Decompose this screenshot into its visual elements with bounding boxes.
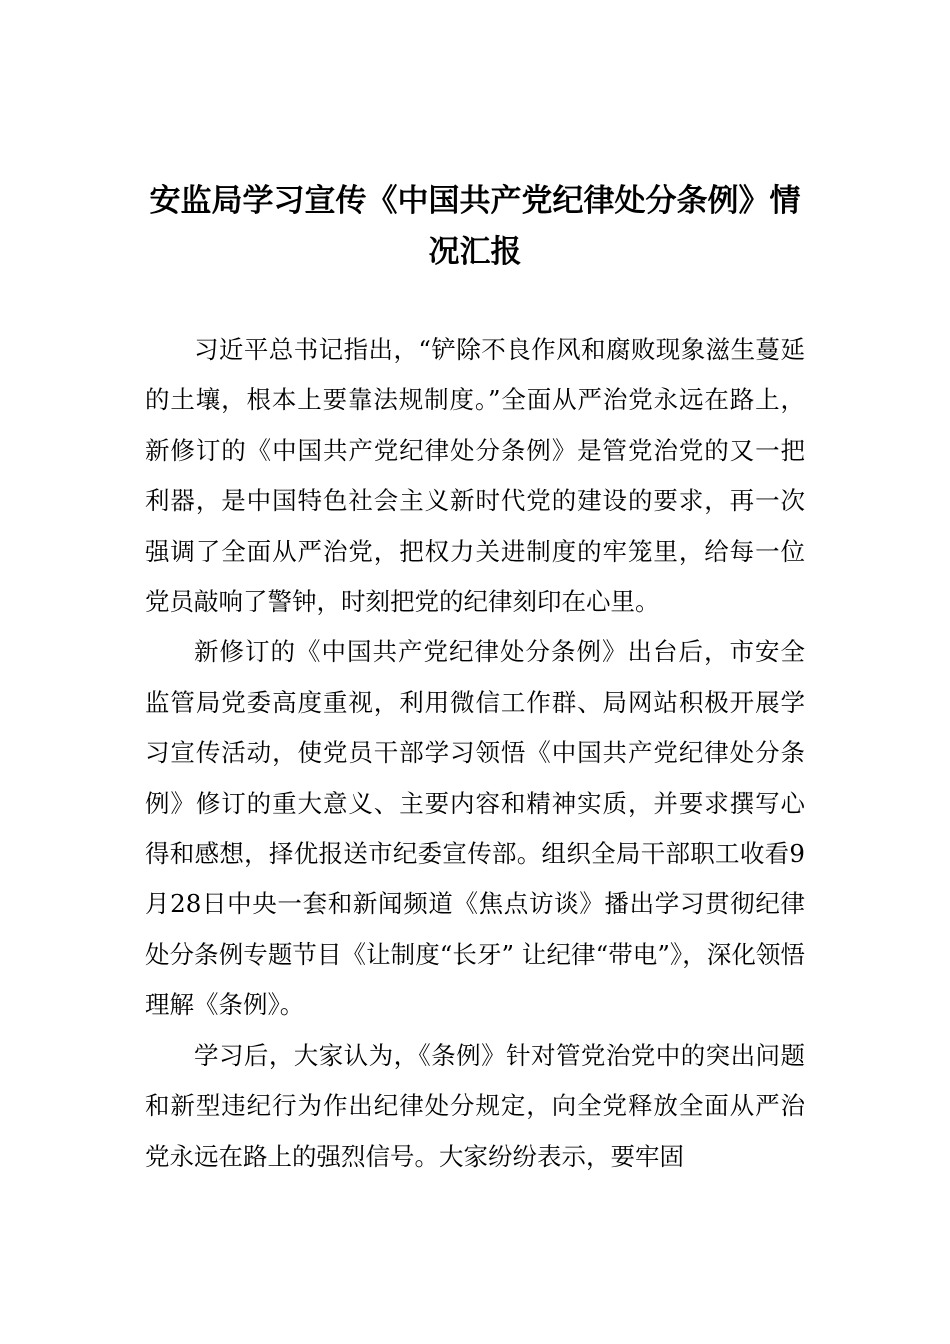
document-title: 安监局学习宣传《中国共产党纪律处分条例》情况汇报 — [149, 183, 801, 270]
document-body — [145, 325, 805, 1182]
body-paragraph-3: 学习后，大家认为，《条例》针对管党治党中的突出问题和新型违纪行为作出纪律处分规定，向全党释放全面从严治党永远在路上的强烈信号。大家纷纷表示，要牢固 — [145, 1040, 805, 1171]
body-paragraph-2: 新修订的《中国共产党纪律处分条例》出台后，市安全监管局党委高度重视，利用微信工作群、局网站积极开展学习宣传活动，使党员干部学习领悟《中国共产党纪律处分条例》修订的重大意义、主要内容和精神实质，并要求撰写心得和感想，择优报送市纪委宣传部。组织全局干部职工收看9月28日中央一套和新闻频道《焦点访谈》播出学习贯彻纪律处分条例专题节目《让制度“长牙” 让纪律“带电”》，深化领悟理解《条例》。 — [145, 637, 805, 1020]
body-paragraph-1: 习近平总书记指出，“铲除不良作风和腐败现象滋生蔓延的土壤，根本上要靠法规制度。”全面从严治党永远在路上，新修订的《中国共产党纪律处分条例》是管党治党的又一把利器，是中国特色社会主义新时代党的建设的要求，再一次强调了全面从严治党，把权力关进制度的牢笼里，给每一位党员敲响了警钟，时刻把党的纪律刻印在心里。 — [145, 335, 805, 617]
